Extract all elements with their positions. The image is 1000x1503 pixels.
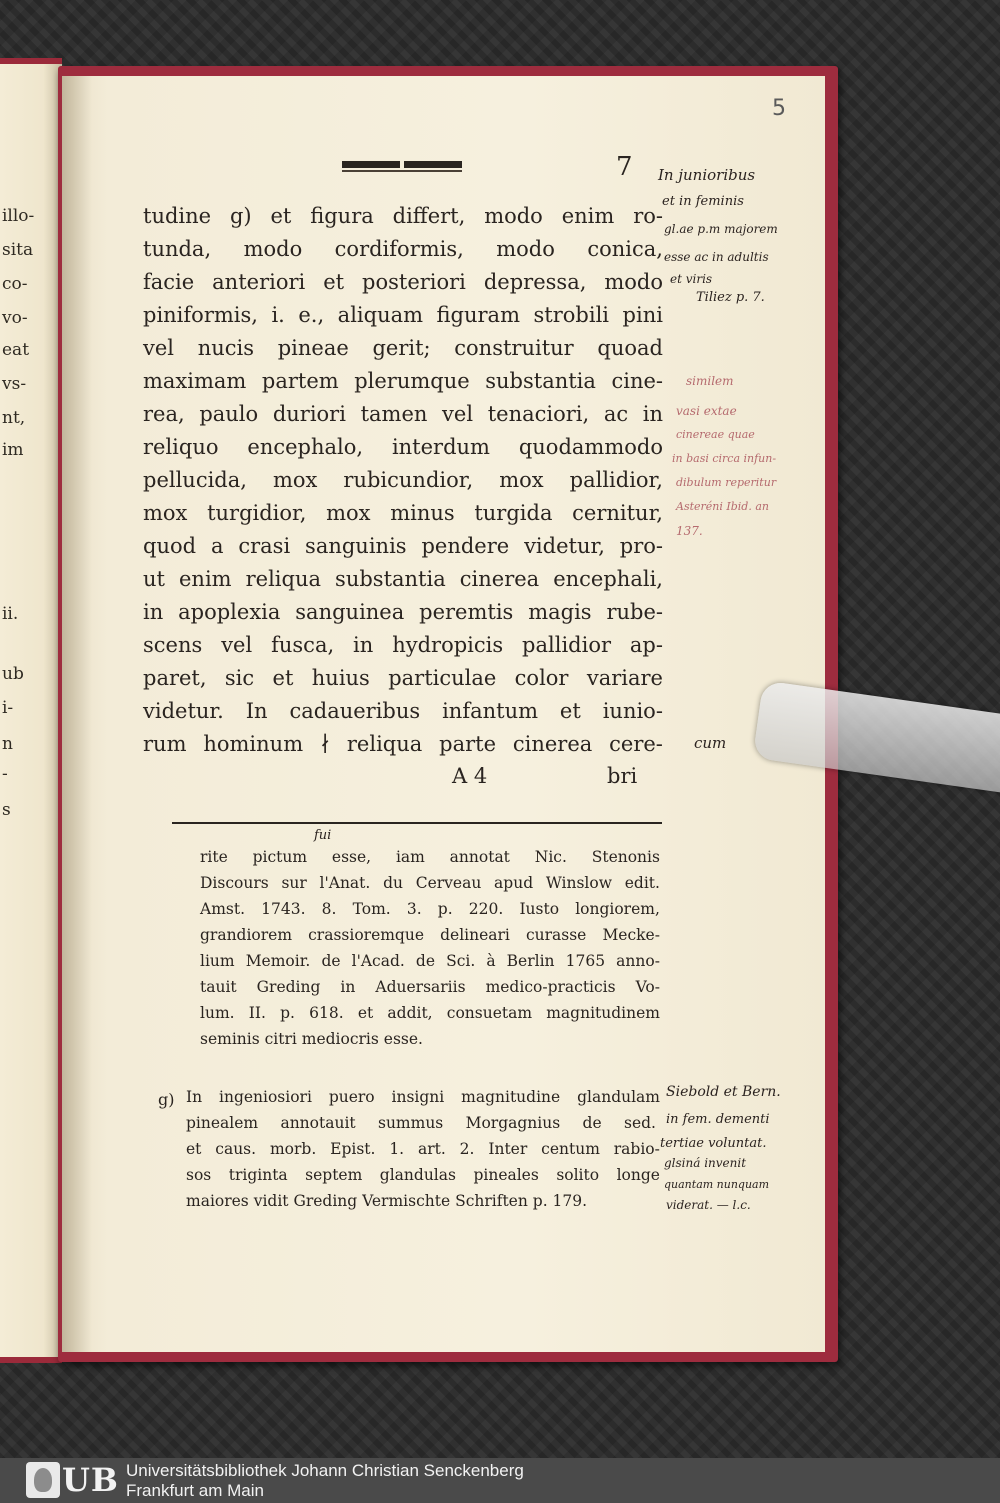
footnote-line: maiores vidit Greding Vermischte Schriften p. 179. [186, 1192, 588, 1210]
page-number: 7 [616, 152, 633, 182]
footnote-rule [172, 822, 662, 824]
left-fragment: ub [2, 664, 24, 684]
body-line: videtur. In cadaueribus infantum et iunio- [143, 699, 663, 723]
body-line: scens vel fusca, in hydropicis pallidior ap- [143, 633, 663, 657]
margin-note-line: viderat. — l.c. [666, 1198, 751, 1212]
footnote-line: lum. II. p. 618. et addit, consuetam magnitudinem [200, 1004, 660, 1022]
margin-note-line: In junioribus [658, 166, 756, 184]
body-line: pellucida, mox rubicundior, mox pallidior, [143, 468, 663, 492]
footer-bar [0, 1458, 1000, 1503]
catchword: bri [607, 764, 638, 788]
handwritten-insert: fui [314, 828, 332, 843]
body-line: rum hominum ∤ reliqua parte cinerea cere- [143, 732, 663, 756]
margin-note-line: quantam nunquam [664, 1178, 770, 1191]
footnote-line: sos triginta septem glandulas pineales solito longe [186, 1166, 660, 1184]
margin-note-line: Tiliez p. 7. [696, 290, 765, 305]
institution-city: Frankfurt am Main [126, 1481, 264, 1500]
margin-note-cum: cum [694, 734, 727, 752]
spine-shadow [62, 76, 92, 1352]
margin-note-line: gl.ae p.m majorem [664, 222, 778, 236]
footnote-line: et caus. morb. Epist. 1. art. 2. Inter centum rabio- [186, 1140, 660, 1158]
body-text [143, 200, 663, 761]
previous-page-edge [0, 58, 62, 1363]
footnote-g [186, 1084, 660, 1214]
body-line: rea, paulo duriori tamen vel tenaciori, ac in [143, 402, 663, 426]
margin-note-red-line: in basi circa infun- [672, 452, 777, 465]
margin-note-line: et in feminis [662, 194, 744, 209]
left-fragment: im [2, 440, 24, 460]
left-fragment: vo- [2, 308, 28, 328]
margin-note-line: esse ac in adultis [664, 250, 769, 264]
body-line: reliquo encephalo, interdum quodammodo [143, 435, 663, 459]
library-seal-icon [26, 1462, 60, 1498]
footnote-line: tauit Greding in Aduersariis medico-practicis Vo- [200, 978, 660, 996]
margin-note-line: glsiná invenit [664, 1156, 747, 1170]
signature-mark: A 4 [452, 764, 488, 788]
institution-name: Universitätsbibliothek Johann Christian Senckenberg [126, 1461, 524, 1480]
margin-note-red-line: 137. [676, 524, 703, 538]
footnote-line: rite pictum esse, iam annotat Nic. Stenonis [200, 848, 660, 866]
margin-note-red-line: cinereae quae [676, 428, 755, 441]
body-line: tudine g) et figura differt, modo enim ro- [143, 204, 663, 228]
library-logo: UB [62, 1461, 119, 1499]
left-fragment: vs- [2, 374, 27, 394]
margin-note-red-line: similem [686, 374, 734, 388]
left-fragment: s [2, 800, 11, 820]
body-line: in apoplexia sanguinea peremtis magis rube- [143, 600, 663, 624]
footnote-line: seminis citri mediocris esse. [200, 1030, 423, 1048]
margin-note-red-line: dibulum reperitur [676, 476, 777, 489]
body-line: quod a crasi sanguinis pendere videtur, pro- [143, 534, 663, 558]
left-fragment: nt, [2, 408, 26, 428]
margin-note-line: Siebold et Bern. [666, 1084, 781, 1100]
left-fragment: eat [2, 340, 30, 360]
left-fragment: illo- [2, 206, 35, 226]
left-fragment: sita [2, 240, 34, 260]
footnote-line: grandiorem crassioremque delineari curasse Mecke- [200, 926, 660, 944]
body-line: mox turgidior, mox minus turgida cernitur, [143, 501, 663, 525]
left-fragment: ii. [2, 604, 19, 624]
body-line: facie anteriori et posteriori depressa, modo [143, 270, 663, 294]
body-line: vel nucis pineae gerit; construitur quoad [143, 336, 663, 360]
margin-note-line: tertiae voluntat. [660, 1136, 767, 1151]
footnote-g-label: g) [158, 1090, 175, 1109]
left-fragment: n [2, 734, 13, 754]
footnote-line: Discours sur l'Anat. du Cerveau apud Winslow edit. [200, 874, 660, 892]
body-line: maximam partem plerumque substantia cine- [143, 369, 663, 393]
footnote-line: lium Memoir. de l'Acad. de Sci. à Berlin 1765 anno- [200, 952, 660, 970]
footnote-line: In ingeniosiori puero insigni magnitudine glandulam [186, 1088, 660, 1106]
left-fragment: i- [2, 698, 14, 718]
margin-note-line: in fem. dementi [666, 1112, 770, 1127]
body-line: tunda, modo cordiformis, modo conica, [143, 237, 663, 261]
left-fragment: - [2, 764, 8, 784]
margin-note-red-line: vasi extae [676, 404, 737, 418]
margin-note-line: et viris [670, 272, 713, 286]
folio-pencil-number: 5 [772, 96, 786, 121]
footnote-continuation [200, 844, 660, 1052]
body-line: piniformis, i. e., aliquam figuram strobili pini [143, 303, 663, 327]
header-ornament [342, 160, 462, 174]
left-fragment: co- [2, 274, 28, 294]
body-line: ut enim reliqua substantia cinerea encephali, [143, 567, 663, 591]
body-line: paret, sic et huius particulae color variare [143, 666, 663, 690]
margin-note-red-line: Asteréni Ibid. an [676, 500, 769, 513]
footnote-line: Amst. 1743. 8. Tom. 3. p. 220. Iusto longiorem, [200, 900, 660, 918]
footnote-line: pinealem annotauit summus Morgagnius de sed. [186, 1114, 656, 1132]
